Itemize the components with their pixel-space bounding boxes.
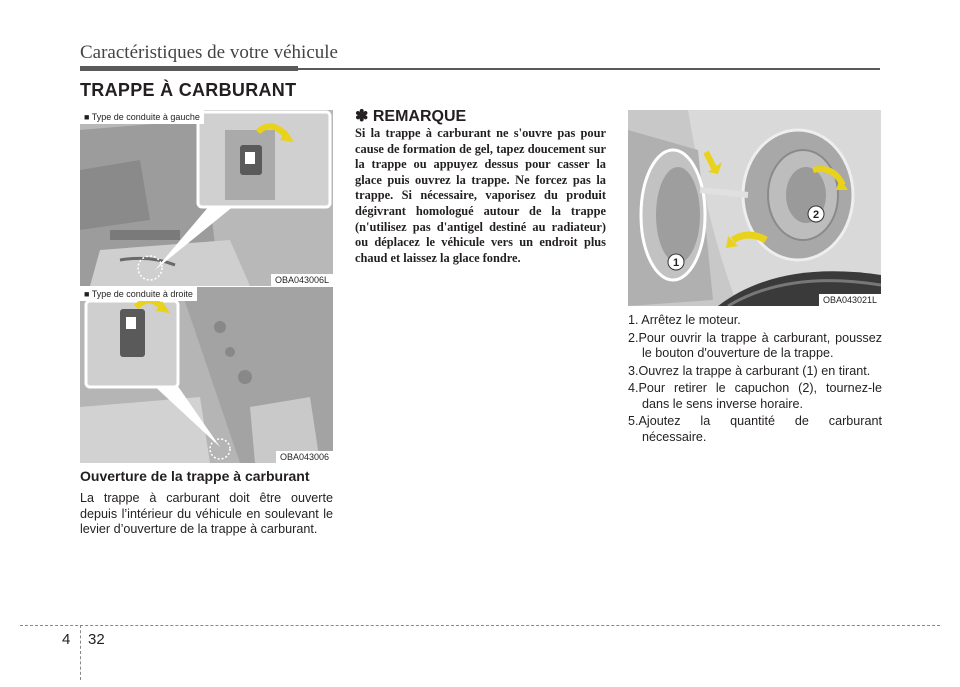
header-rule-thin [298, 68, 880, 70]
footer-rule [20, 625, 940, 626]
steps-list [628, 313, 882, 447]
page-number: 32 [88, 631, 105, 648]
figure-lhd-illustration [80, 110, 333, 286]
step-item: 4.Pour retirer le capuchon (2), tournez-le dans le sens inverse horaire. [628, 381, 882, 411]
note-text: Si la trappe à carburant ne s'ouvre pas pour cause de formation de gel, tapez doucement sur la trappe ou appuyez dessus pour casser la glace puis ouvrez la trappe. Ne forcez pas la trappe. Si nécessaire, vaporisez du produit dégivrant homologué autour de la trappe (n'utilisez pas d'antigel destiné au radiateur) ou déplacez le véhicule vers un endroit plus chaud et laissez la glace fondre. [355, 126, 606, 265]
figure-left-hand-drive [80, 110, 333, 286]
figure-lhd-label: ■ Type de conduite à gauche [80, 110, 204, 124]
opening-heading: Ouverture de la trappe à carburant [80, 468, 310, 484]
header-rule-thick [80, 66, 298, 71]
callout-1: 1 [672, 257, 680, 269]
footer-divider [80, 625, 81, 680]
callout-2: 2 [812, 209, 820, 221]
step-item: 1. Arrêtez le moteur. [628, 313, 741, 327]
page-chapter: 4 [62, 631, 71, 648]
section-title: TRAPPE À CARBURANT [80, 80, 297, 100]
figure-rhd-label: ■ Type de conduite à droite [80, 287, 197, 301]
figure-lhd-caption: OBA043006L [271, 274, 333, 286]
step-item: 5.Ajoutez la quantité de carburant nécessaire. [628, 414, 882, 444]
header-title: Caractéristiques de votre véhicule [80, 42, 338, 63]
opening-text: La trappe à carburant doit être ouverte depuis l’intérieur du véhicule en soulevant le levier d’ouverture de la trappe à carburant. [80, 491, 333, 536]
note-title: ✽ REMARQUE [355, 108, 467, 125]
figure-rhd-caption: OBA043006 [276, 451, 333, 463]
step-item: 2.Pour ouvrir la trappe à carburant, poussez le bouton d'ouverture de la trappe. [628, 330, 882, 360]
figure-fuel-door-caption: OBA043021L [819, 294, 881, 306]
step-item: 3.Ouvrez la trappe à carburant (1) en tirant. [628, 363, 871, 378]
figure-rhd-illustration [80, 287, 333, 463]
figure-right-hand-drive [80, 287, 333, 463]
figure-fuel-door-illustration [628, 110, 881, 306]
figure-fuel-door [628, 110, 881, 306]
